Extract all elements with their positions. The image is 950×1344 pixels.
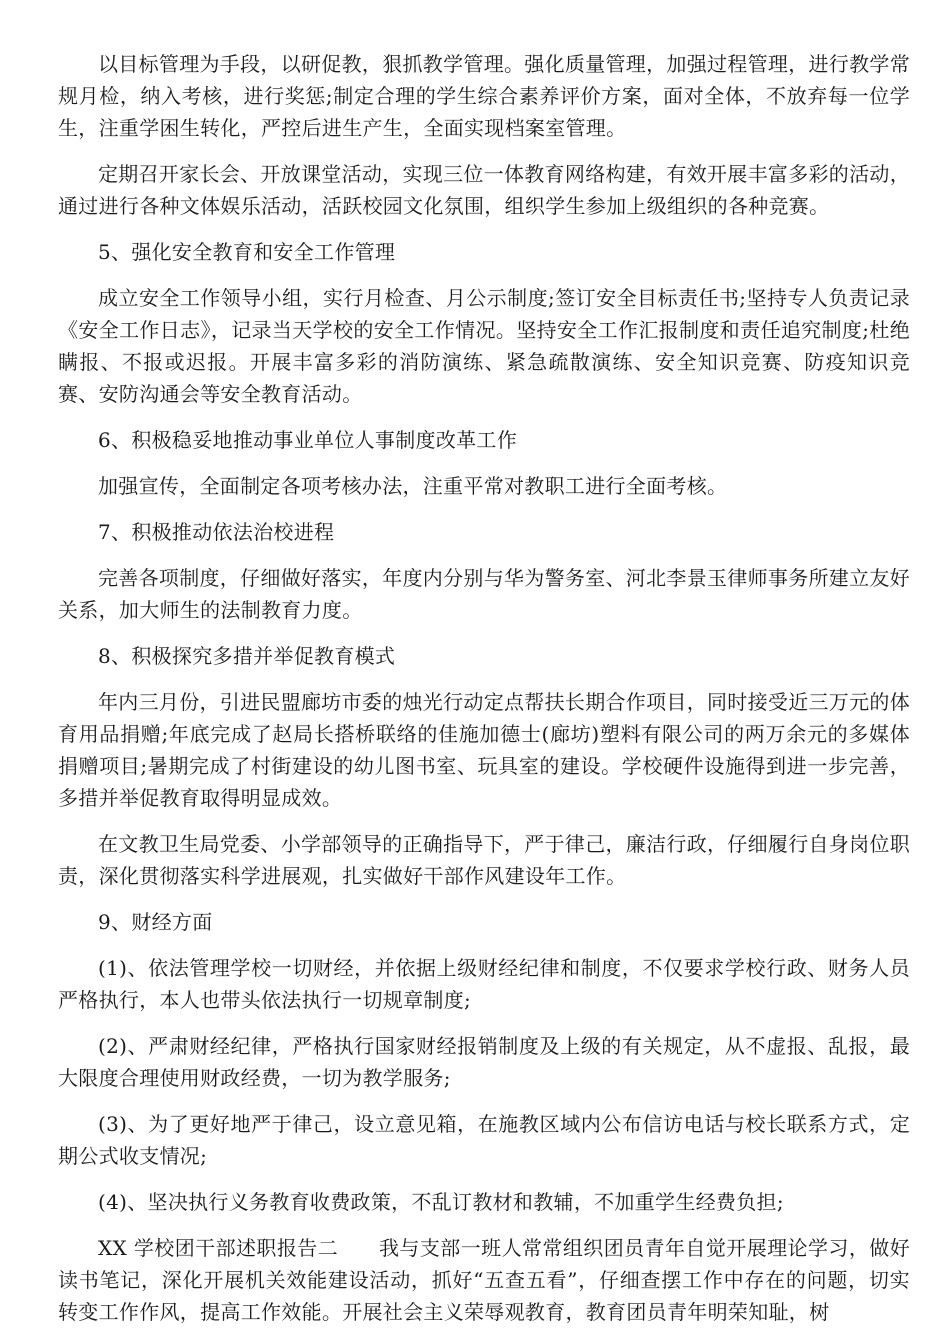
paragraph: 年内三月份，引进民盟廊坊市委的烛光行动定点帮扶长期合作项目，同时接受近三万元的体育用品捐赠;年底完成了赵局长搭桥联络的佳施加德士(廊坊)塑料有限公司的两万余元的多媒体捐赠项目;暑期完成了村街建设的幼儿图书室、玩具室的建设。学校硬件设施得到进一步完善，多措并举促教育取得明显成效。 [58,690,910,810]
list-item: (3)、为了更好地严于律己，设立意见箱，在施教区域内公布信访电话与校长联系方式，定期公式收支情况; [58,1112,910,1168]
section-heading: 6、积极稳妥地推动事业单位人事制度改革工作 [98,428,518,452]
paragraph: 在文教卫生局党委、小学部领导的正确指导下，严于律己，廉洁行政，仔细履行自身岗位职责，深化贯彻落实科学进展观，扎实做好干部作风建设年工作。 [58,832,910,888]
paragraph: 加强宣传，全面制定各项考核办法，注重平常对教职工进行全面考核。 [98,474,728,498]
list-item: (4)、坚决执行义务教育收费政策，不乱订教材和教辅，不加重学生经费负担; [98,1190,784,1214]
paragraph: XX 学校团干部述职报告二 我与支部一班人常常组织团员青年自觉开展理论学习，做好读书笔记，深化开展机关效能建设活动，抓好“五查五看”，仔细查摆工作中存在的问题，切实转变工作作风，提高工作效能。开展社会主义荣辱观教育，教育团员青年明荣知耻，树 [58,1236,910,1324]
list-item: (1)、依法管理学校一切财经，并依据上级财经纪律和制度，不仅要求学校行政、财务人员严格执行，本人也带头依法执行一切规章制度; [58,956,910,1012]
section-heading: 9、财经方面 [98,910,213,934]
paragraph: 以目标管理为手段，以研促教，狠抓教学管理。强化质量管理，加强过程管理，进行教学常规月检，纳入考核，进行奖惩;制定合理的学生综合素养评价方案，面对全体，不放弃每一位学生，注重学困生转化，严控后进生产生，全面实现档案室管理。 [58,52,910,140]
document-page [58,48,910,1342]
section-heading: 7、积极推动依法治校进程 [98,520,335,544]
paragraph: 完善各项制度，仔细做好落实，年度内分别与华为警务室、河北李景玉律师事务所建立友好关系，加大师生的法制教育力度。 [58,566,910,622]
section-heading: 5、强化安全教育和安全工作管理 [98,240,396,264]
paragraph: 定期召开家长会、开放课堂活动，实现三位一体教育网络构建，有效开展丰富多彩的活动，通过进行各种文体娱乐活动，活跃校园文化氛围，组织学生参加上级组织的各种竞赛。 [58,162,910,218]
section-heading: 8、积极探究多措并举促教育模式 [98,644,396,668]
paragraph: 成立安全工作领导小组，实行月检查、月公示制度;签订安全目标责任书;坚持专人负责记录《安全工作日志》，记录当天学校的安全工作情况。坚持安全工作汇报制度和责任追究制度;杜绝瞒报、不报或迟报。开展丰富多彩的消防演练、紧急疏散演练、安全知识竞赛、防疫知识竞赛、安防沟通会等安全教育活动。 [58,286,910,406]
list-item: (2)、严肃财经纪律，严格执行国家财经报销制度及上级的有关规定，从不虚报、乱报，最大限度合理使用财政经费，一切为教学服务; [58,1034,910,1090]
